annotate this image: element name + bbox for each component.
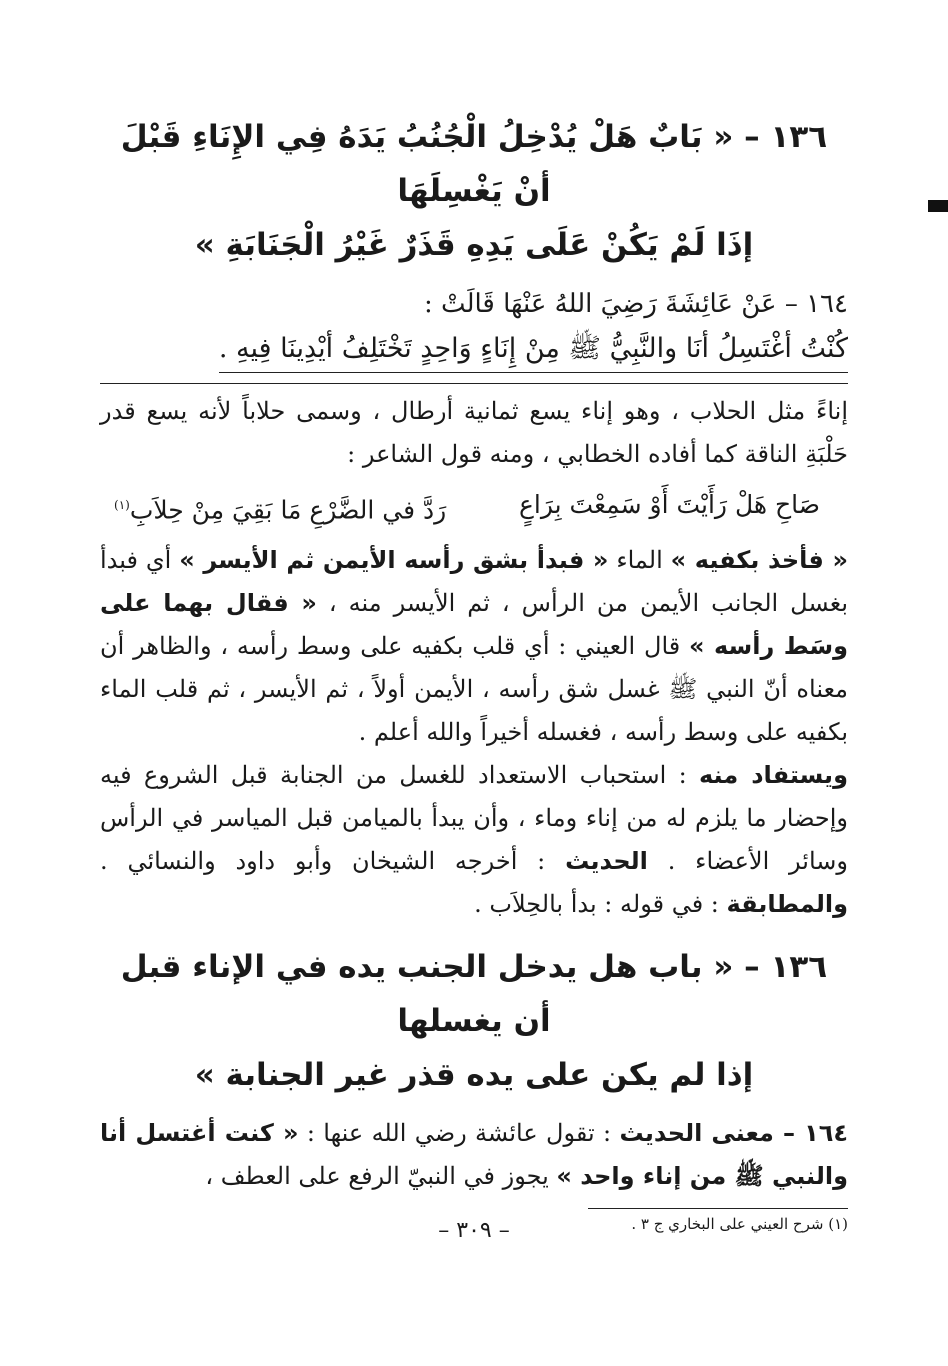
footnote: (١) شرح العيني على البخاري ج ٣ .	[631, 1215, 848, 1234]
text-run: : استحباب الاستعداد للغسل من الجنابة قبل الشروع فيه وإحضار ما يلزم له من إناء وماء ، وأن يبدأ بالميامن قبل المياسر في الرأس وسائر الأعضاء .	[100, 761, 848, 876]
hadith-text-wrap	[100, 326, 848, 377]
text-run: الماء	[608, 546, 671, 575]
section-title-1-line1: ١٣٦ – « بَابٌ هَلْ يُدْخِلُ الْجُنُبُ يَدَهُ فِي الإِنَاءِ قَبْلَ أنْ يَغْسِلَهَا	[120, 119, 828, 209]
verse-second-text: رَدَّ في الضَّرْعِ مَا بَقِيَ مِنْ حِلاَبِ	[129, 495, 447, 525]
bold-phrase: الحديث	[565, 847, 648, 876]
section-title-2	[100, 940, 848, 1102]
page-number: – ٣٠٩ –	[438, 1218, 510, 1243]
page-body	[100, 100, 848, 1239]
text-run: : تقول عائشة رضي الله عنها :	[298, 1119, 620, 1148]
edge-marker	[928, 200, 948, 212]
text-run: : أخرجه الشيخان وأبو داود والنسائي .	[100, 847, 566, 876]
hadith-header: ١٦٤ – عَنْ عَائِشَةَ رَضِيَ اللهُ عَنْهَا قَالَتْ :	[424, 289, 848, 319]
section-title-2-line1: ١٣٦ – « باب هل يدخل الجنب يده في الإناء قبل أن يغسلها	[120, 949, 828, 1040]
bold-phrase: « كنت أغتسل أنا والنبي ﷺ من إناء واحد »	[100, 1119, 848, 1191]
bold-phrase: والمطابقة	[726, 890, 848, 919]
footnote-ref: (١)	[114, 498, 130, 512]
commentary-paragraph-3	[100, 754, 848, 926]
text-run: قال العيني : أي قلب بكفيه على وسط رأسه ، والظاهر أن معناه أنّ النبي ﷺ غسل شق رأسه ، الأيمن أولاً ، ثم الأيسر ، ثم قلب الماء بكفيه على وسط رأسه ، فغسله أخيراً والله أعلم .	[100, 632, 848, 747]
bold-phrase: « فأخذ بكفيه »	[670, 546, 848, 575]
text-run: : في قوله : بدأ بالحِلاَب .	[474, 890, 727, 919]
text-run: يجوز في النبيّ الرفع على العطف ،	[205, 1162, 557, 1191]
commentary-paragraph-1: إناءً مثل الحلاب ، وهو إناء يسع ثمانية أرطال ، وسمى حلاباً لأنه يسع قدر حَلْبَةِ الناقة كما أفاده الخطابي ، ومنه قول الشاعر :	[100, 397, 848, 468]
separator-line	[100, 383, 848, 384]
section-2-paragraph	[100, 1112, 848, 1198]
section-title-1	[100, 110, 848, 272]
text-run: أي فبدأ بغسل الجانب الأيمن من الرأس ، ثم الأيسر منه ،	[100, 546, 849, 618]
section-title-2-line2: إذا لم يكن على يده قذر غير الجنابة »	[194, 1057, 754, 1094]
hadith-text: كُنْتُ أغْتَسِلُ أنَا والنَّبِيُّ ﷺ مِنْ إِنَاءٍ وَاحِدٍ تَخْتَلِفُ أيْدِينَا فِيهِ .	[219, 326, 848, 373]
verse-second-hemistich	[114, 480, 446, 535]
bold-phrase: ويستفاد منه	[698, 761, 848, 790]
verse-first-hemistich: صَاحِ هَلْ رَأَيْتَ أَوْ سَمِعْتَ بِرَاعٍ	[518, 490, 820, 519]
section-title-1-line2: إذَا لَمْ يَكُنْ عَلَى يَدِهِ قَذَرٌ غَيْرُ الْجَنَابَةِ »	[194, 227, 754, 263]
bold-phrase: ١٦٤ – معنى الحديث	[619, 1119, 849, 1148]
bold-phrase: « فقال بهما على وسَط رأسه »	[100, 589, 848, 661]
commentary-paragraph-2	[100, 539, 848, 754]
poetry-verse	[100, 476, 848, 539]
bold-phrase: « فبدأ بشق رأسه الأيمن ثم الأيسر »	[179, 546, 609, 575]
